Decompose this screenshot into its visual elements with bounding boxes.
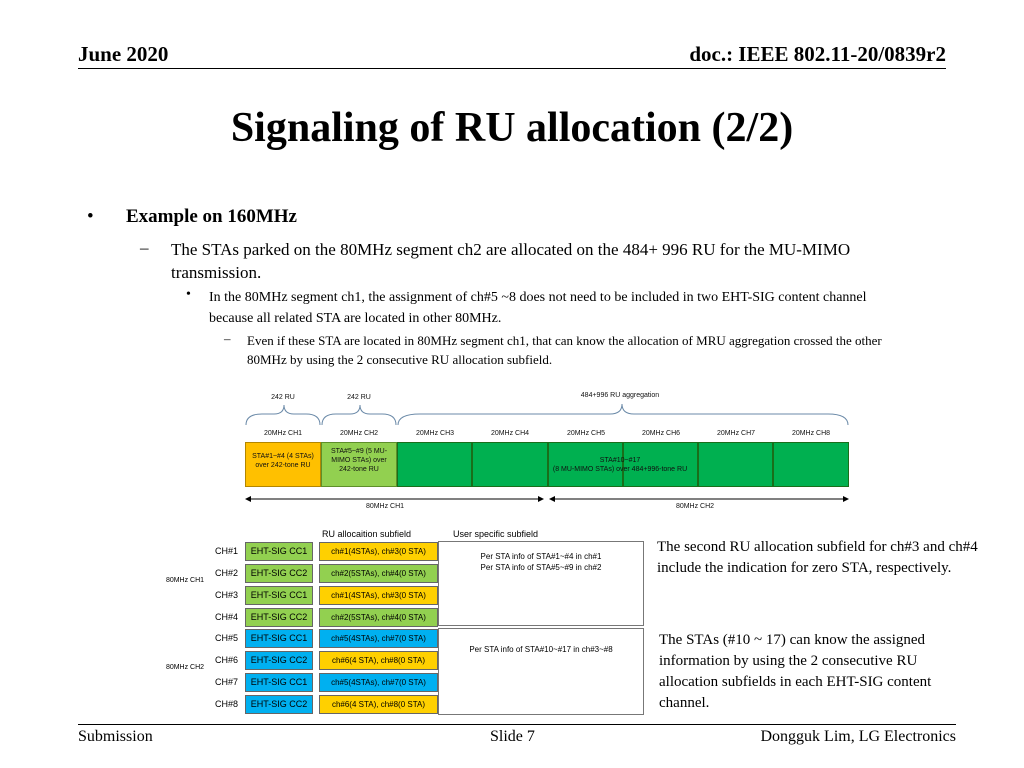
user-field-1a: Per STA info of STA#1~#4 in ch#1 [480, 552, 602, 561]
segment-ch8 [773, 442, 849, 487]
channel-label: 20MHz CH7 [716, 430, 756, 437]
note-zero-sta: The second RU allocation subfield for ch#3 and ch#4 include the indication for zero STA, respectively. [657, 539, 978, 576]
ru-allocation-cell: ch#6(4 STA), ch#8(0 STA) [319, 651, 438, 670]
ru-allocation-cell: ch#5(4STAs), ch#7(0 STA) [319, 629, 438, 648]
channel-label: 20MHz CH6 [641, 430, 681, 437]
ru-allocation-cell: ch#6(4 STA), ch#8(0 STA) [319, 695, 438, 714]
sta-block-a: STA#1~#4 (4 STAs) over 242-tone RU [252, 453, 314, 469]
row-channel-label: CH#1 [214, 546, 238, 556]
row-channel-label: CH#4 [214, 612, 238, 622]
bullet-level2: The STAs parked on the 80MHz segment ch2 are allocated on the 484+ 996 RU for the MU-MIMO transmission. [171, 240, 851, 282]
eht-sig-cc-cell: EHT-SIG CC1 [245, 629, 313, 648]
segment-ch3 [397, 442, 472, 487]
channel-label: 20MHz CH3 [415, 430, 455, 437]
eht-sig-cc-cell: EHT-SIG CC2 [245, 608, 313, 627]
ru-allocation-cell: ch#1(4STAs), ch#3(0 STA) [319, 586, 438, 605]
group-label-80mhz-ch2: 80MHz CH2 [165, 664, 205, 671]
sta-block-c-line1: STA#10~#17 [599, 457, 641, 464]
bullet-marker: • [186, 287, 191, 302]
ru-allocation-cell: ch#5(4STAs), ch#7(0 STA) [319, 673, 438, 692]
user-field-1b: Per STA info of STA#5~#9 in ch#2 [480, 563, 602, 572]
col-header-ru-allocation: RU allocaition subfield [322, 529, 412, 539]
eht-sig-cc-cell: EHT-SIG CC2 [245, 695, 313, 714]
footer-rule [78, 724, 956, 725]
segment-arrows [240, 492, 855, 506]
header-date: June 2020 [78, 42, 169, 66]
slide-title: Signaling of RU allocation (2/2) [230, 105, 794, 151]
ru-allocation-cell: ch#2(5STAs), ch#4(0 STA) [319, 564, 438, 583]
ru-allocation-cell: ch#1(4STAs), ch#3(0 STA) [319, 542, 438, 561]
channel-label: 20MHz CH5 [566, 430, 606, 437]
dash-marker: – [224, 331, 231, 346]
group-label-80mhz-ch1: 80MHz CH1 [165, 577, 205, 584]
bullet-level4: Even if these STA are located in 80MHz segment ch1, that can know the allocation of MRU aggregation crossed the other 80MHz by using the 2 consecutive RU allocation subfield. [247, 333, 882, 367]
user-field-box-2 [438, 628, 644, 715]
brace-group [240, 400, 855, 430]
channel-label: 20MHz CH4 [490, 430, 530, 437]
eht-sig-cc-cell: EHT-SIG CC1 [245, 673, 313, 692]
ru-label-1: 242 RU [271, 394, 295, 401]
sta-block-b: STA#5~#9 (5 MU-MIMO STAs) over 242-tone RU [330, 448, 388, 473]
brace-242-2 [322, 405, 396, 425]
brace-242-1 [246, 405, 320, 425]
header-rule [78, 68, 946, 69]
sta-block-c-line2: (8 MU-MIMO STAs) over 484+996-tone RU [552, 466, 688, 473]
footer-submission: Submission [78, 728, 153, 745]
footer-author: Dongguk Lim, LG Electronics [760, 728, 956, 745]
dash-marker: – [140, 238, 149, 257]
eht-sig-cc-cell: EHT-SIG CC2 [245, 651, 313, 670]
bullet-marker: • [87, 206, 94, 227]
row-channel-label: CH#7 [214, 677, 238, 687]
bullet-level3: In the 80MHz segment ch1, the assignment of ch#5 ~8 does not need to be included in two EHT-SIG content channel because all related STA are located in other 80MHz. [209, 290, 867, 326]
footer-slide-number: Slide 7 [490, 728, 535, 745]
ru-allocation-cell: ch#2(5STAs), ch#4(0 STA) [319, 608, 438, 627]
bullet-level1: Example on 160MHz [126, 206, 297, 227]
row-channel-label: CH#2 [214, 568, 238, 578]
eht-sig-cc-cell: EHT-SIG CC1 [245, 542, 313, 561]
brace-aggregation [398, 404, 848, 425]
segment-label-80mhz-ch2: 80MHz CH2 [675, 503, 715, 510]
segment-label-80mhz-ch1: 80MHz CH1 [365, 503, 405, 510]
channel-label: 20MHz CH8 [791, 430, 831, 437]
user-field-2: Per STA info of STA#10~#17 in ch#3~#8 [469, 645, 613, 654]
ru-label-2: 242 RU [347, 394, 371, 401]
note-sta-info: The STAs (#10 ~ 17) can know the assigned information by using the 2 consecutive RU allocation subfields in each EHT-SIG content channel. [659, 632, 932, 711]
row-channel-label: CH#3 [214, 590, 238, 600]
channel-label: 20MHz CH1 [263, 430, 303, 437]
row-channel-label: CH#6 [214, 655, 238, 665]
row-channel-label: CH#8 [214, 699, 238, 709]
row-channel-label: CH#5 [214, 633, 238, 643]
header-doc-id: doc.: IEEE 802.11-20/0839r2 [689, 42, 946, 66]
col-header-user-specific: User specific subfield [453, 529, 539, 539]
ru-aggregation-label: 484+996 RU aggregation [580, 392, 660, 399]
eht-sig-cc-cell: EHT-SIG CC1 [245, 586, 313, 605]
eht-sig-cc-cell: EHT-SIG CC2 [245, 564, 313, 583]
channel-label: 20MHz CH2 [339, 430, 379, 437]
